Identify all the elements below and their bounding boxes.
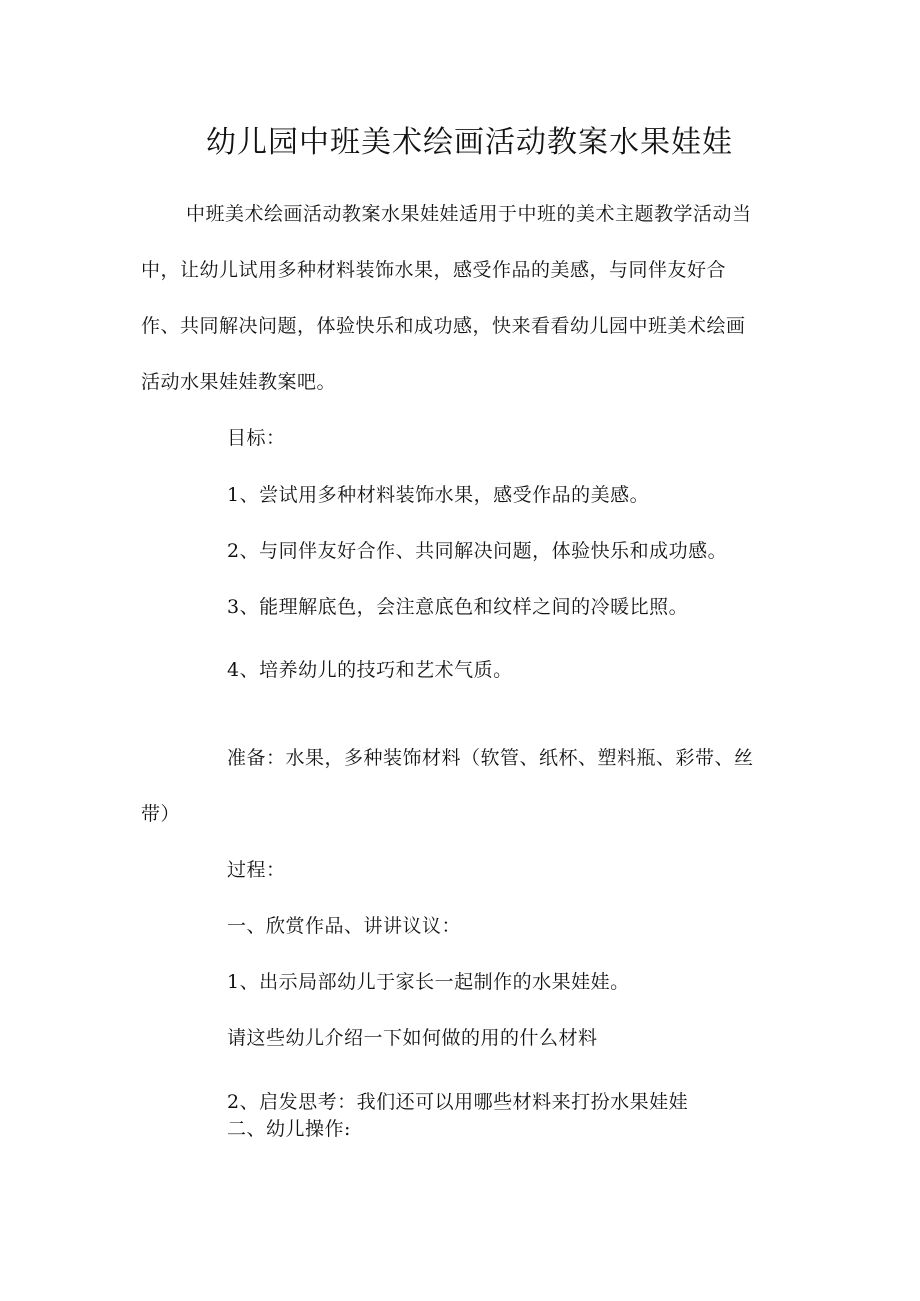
intro-line-3: 作、共同解决问题，体验快乐和成功感，快来看看幼儿园中班美术绘画 <box>141 315 746 337</box>
intro-line-2: 中，让幼儿试用多种材料装饰水果，感受作品的美感，与同伴友好合 <box>141 259 727 281</box>
section1-item-2: 请这些幼儿介绍一下如何做的用的什么材料 <box>227 1027 598 1049</box>
section1-heading: 一、欣赏作品、讲讲议议： <box>227 915 462 937</box>
section1-item-1: 1、出示局部幼儿于家长一起制作的水果娃娃。 <box>227 971 630 993</box>
section2-heading: 二、幼儿操作: <box>227 1118 351 1140</box>
intro-line-4: 活动水果娃娃教案吧。 <box>141 371 337 393</box>
goal-item-3: 3、能理解底色，会注意底色和纹样之间的冷暖比照。 <box>227 596 689 618</box>
goal-item-4: 4、培养幼儿的技巧和艺术气质。 <box>227 659 513 681</box>
goals-heading: 目标： <box>227 427 286 449</box>
process-heading: 过程： <box>227 859 286 881</box>
prep-line-2: 带） <box>141 803 181 825</box>
prep-line-1: 准备：水果，多种装饰材料（软管、纸杯、塑料瓶、彩带、丝 <box>227 747 754 769</box>
document-title: 幼儿园中班美术绘画活动教案水果娃娃 <box>206 125 733 160</box>
intro-line-1: 中班美术绘画活动教案水果娃娃适用于中班的美术主题教学活动当 <box>186 203 752 225</box>
section1-item-3: 2、启发思考：我们还可以用哪些材料来打扮水果娃娃 <box>227 1091 689 1113</box>
goal-item-1: 1、尝试用多种材料装饰水果，感受作品的美感。 <box>227 484 650 506</box>
goal-item-2: 2、与同伴友好合作、共同解决问题，体验快乐和成功感。 <box>227 540 728 562</box>
